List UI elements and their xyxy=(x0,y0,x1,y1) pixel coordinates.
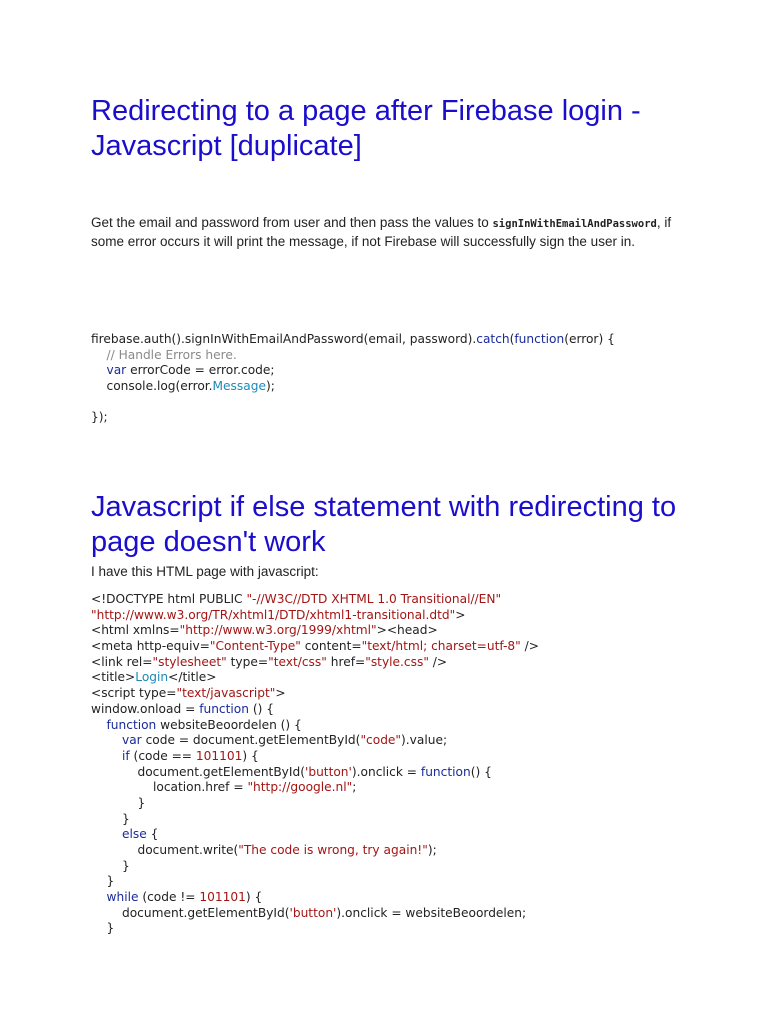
code-token: "-//W3C//DTD XHTML 1.0 Transitional//EN" xyxy=(246,592,502,606)
code-token: ).onclick = websiteBeoordelen; xyxy=(336,905,527,920)
code-token: }); xyxy=(91,410,108,425)
code-line xyxy=(91,733,751,749)
code-token: if xyxy=(122,748,130,763)
code-token: <script type= xyxy=(91,686,177,701)
code-line xyxy=(91,780,751,796)
code-token: function xyxy=(106,717,157,732)
section-paragraph: I have this HTML page with javascript: xyxy=(91,564,319,579)
code-token: } xyxy=(91,921,115,936)
code-line xyxy=(91,827,751,843)
code-token: var xyxy=(106,363,127,378)
code-token: document.getElementById( xyxy=(91,905,290,920)
code-token: "http://www.w3.org/1999/xhtml" xyxy=(179,623,377,638)
code-token: code = document.getElementById( xyxy=(141,733,361,748)
code-token: ( xyxy=(509,332,515,346)
code-token: websiteBeoordelen () { xyxy=(156,717,302,732)
code-line xyxy=(91,348,751,364)
code-token: (code == xyxy=(129,748,196,763)
code-token: > xyxy=(455,607,466,622)
code-token: catch xyxy=(476,332,510,346)
code-token: while xyxy=(106,890,139,905)
code-token: else xyxy=(122,827,147,842)
code-token: Login xyxy=(135,670,169,685)
code-token: <link rel= xyxy=(91,654,153,669)
code-line xyxy=(91,639,751,655)
code-token: errorCode = error.code; xyxy=(126,363,275,378)
code-token xyxy=(91,733,122,747)
section-paragraph xyxy=(91,214,691,251)
code-token: type= xyxy=(226,654,269,669)
code-block xyxy=(91,332,751,426)
code-token: "The code is wrong, try again!" xyxy=(238,843,428,857)
code-line xyxy=(91,410,751,426)
code-token: var xyxy=(122,733,142,748)
code-token: () { xyxy=(470,764,492,779)
code-line xyxy=(91,686,751,702)
paragraph-text: , if some error occurs it will print the message, if not Firebase will successfully sign the user in. xyxy=(91,215,672,249)
code-line xyxy=(91,623,751,639)
code-token: "code" xyxy=(360,733,402,748)
code-token: "http://google.nl" xyxy=(247,780,353,795)
code-token: "stylesheet" xyxy=(152,654,227,669)
code-token: "http://www.w3.org/TR/xhtml1/DTD/xhtml1-transitional.dtd" xyxy=(91,607,456,622)
code-line xyxy=(91,859,751,875)
code-token xyxy=(91,348,107,362)
code-token: ); xyxy=(427,843,437,857)
code-token: 'button' xyxy=(289,905,337,920)
code-token: ); xyxy=(265,379,275,394)
code-line xyxy=(91,655,751,671)
section-title: Redirecting to a page after Firebase login - Javascript [duplicate] xyxy=(91,95,641,162)
code-token: 101101 xyxy=(195,748,243,763)
code-token xyxy=(91,827,122,841)
code-token: <title> xyxy=(91,670,136,685)
code-token: (code != xyxy=(138,890,200,905)
code-line xyxy=(91,395,751,411)
code-token xyxy=(91,890,107,904)
code-token: "Content-Type" xyxy=(209,639,301,654)
code-token: "text/javascript" xyxy=(176,686,276,701)
code-token: function xyxy=(514,332,565,346)
code-token: /> xyxy=(428,654,448,669)
code-token: href= xyxy=(326,654,366,669)
code-token: } xyxy=(91,858,130,873)
code-line xyxy=(91,670,751,686)
code-token: "text/css" xyxy=(268,654,327,669)
code-token: <!DOCTYPE html PUBLIC xyxy=(91,592,247,606)
code-token: 'button' xyxy=(304,764,352,779)
code-token: function xyxy=(199,701,249,716)
code-line xyxy=(91,363,751,379)
code-line xyxy=(91,592,751,608)
code-token: { xyxy=(146,827,159,842)
code-token: content= xyxy=(300,639,362,654)
code-token xyxy=(91,749,122,763)
code-token: "text/html; charset=utf-8" xyxy=(361,639,521,654)
paragraph-text: Get the email and password from user and then pass the values to xyxy=(91,215,493,230)
code-token: window.onload = xyxy=(91,701,200,716)
code-line xyxy=(91,332,751,348)
code-token: document.write( xyxy=(91,843,239,857)
code-token: ) { xyxy=(242,748,259,763)
code-line xyxy=(91,890,751,906)
code-line xyxy=(91,765,751,781)
code-token: ) { xyxy=(245,890,263,905)
code-token: <meta http-equiv= xyxy=(91,639,210,654)
code-line xyxy=(91,921,751,937)
code-token: </title> xyxy=(168,670,217,685)
code-line xyxy=(91,843,751,859)
code-token: <html xmlns= xyxy=(91,623,180,638)
code-token: function xyxy=(420,764,471,779)
code-token: "style.css" xyxy=(365,654,429,669)
code-token: ; xyxy=(352,780,357,795)
code-token: ).onclick = xyxy=(351,764,421,779)
code-token: () { xyxy=(248,701,274,716)
code-token: ).value; xyxy=(401,733,448,748)
code-token: ><head> xyxy=(376,623,438,638)
code-token: > xyxy=(275,686,286,701)
code-token xyxy=(91,363,107,377)
code-token: firebase.auth().signInWithEmailAndPassword(email, password). xyxy=(91,332,477,346)
code-line xyxy=(91,608,751,624)
code-token: console.log(error. xyxy=(91,379,213,394)
code-line xyxy=(91,749,751,765)
code-token: location.href = xyxy=(91,780,248,795)
code-token: } xyxy=(91,795,146,810)
code-block xyxy=(91,592,751,937)
code-line xyxy=(91,702,751,718)
code-line xyxy=(91,812,751,828)
code-token: } xyxy=(91,811,130,826)
code-line xyxy=(91,874,751,890)
code-token: } xyxy=(91,874,115,889)
code-token: document.getElementById( xyxy=(91,764,305,779)
code-line xyxy=(91,906,751,922)
code-line xyxy=(91,796,751,812)
code-token: // Handle Errors here. xyxy=(106,347,237,362)
code-token: 101101 xyxy=(199,890,246,905)
section-title: Javascript if else statement with redirecting to page doesn't work xyxy=(91,491,677,558)
inline-code: signInWithEmailAndPassword xyxy=(492,218,657,230)
code-line xyxy=(91,718,751,734)
code-token xyxy=(91,718,107,732)
code-token: (error) { xyxy=(564,332,615,346)
code-line xyxy=(91,379,751,395)
code-token: Message xyxy=(212,379,266,394)
code-token: /> xyxy=(520,639,539,654)
